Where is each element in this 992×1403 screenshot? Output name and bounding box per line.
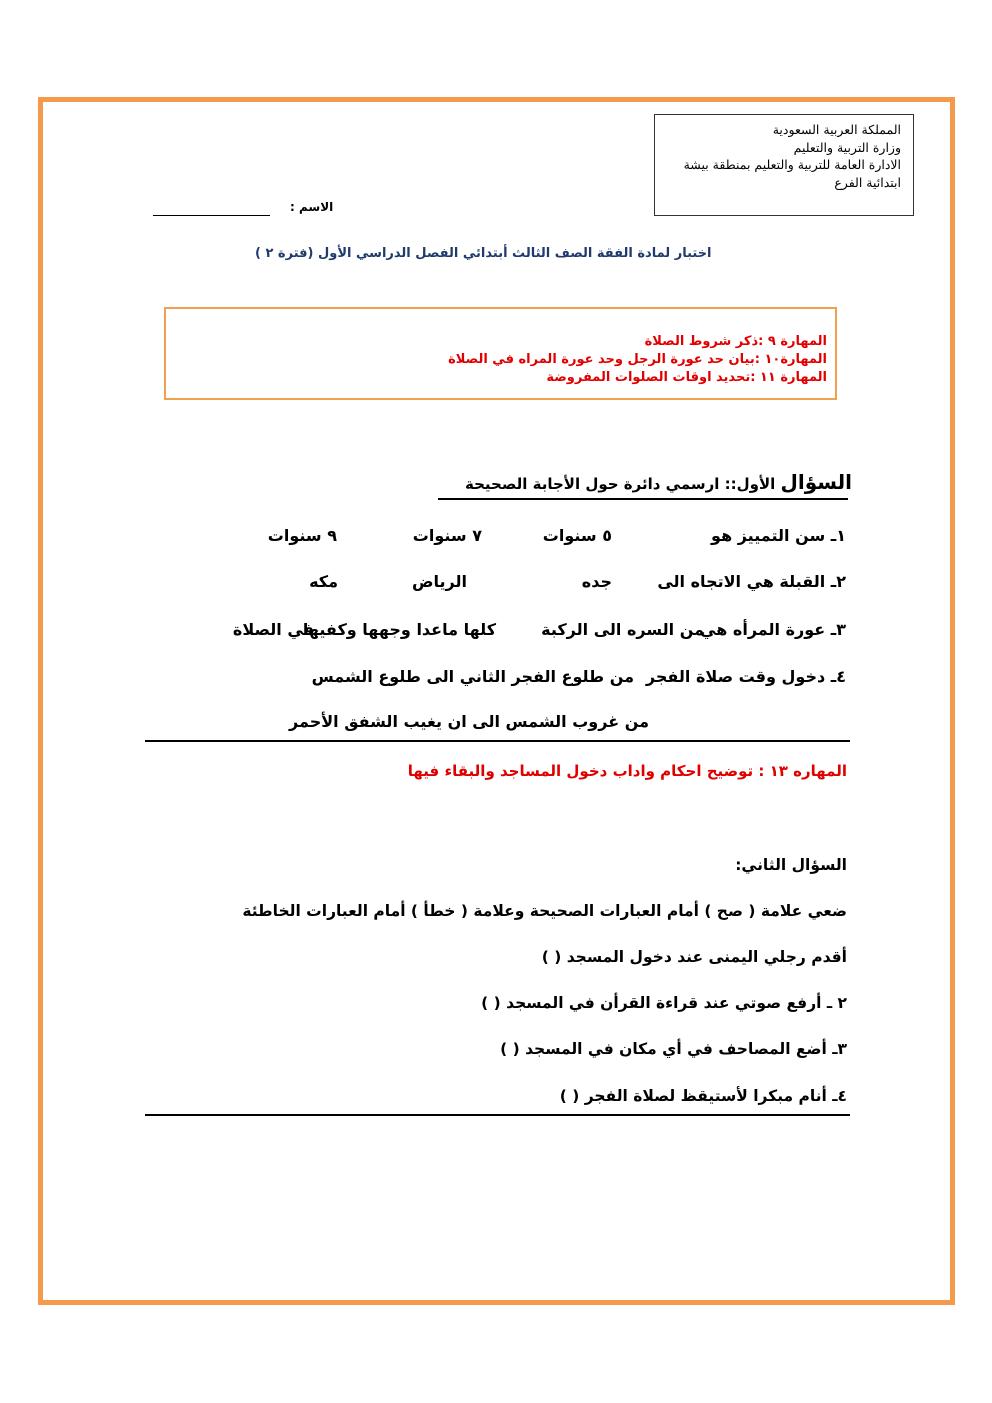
q1-item-3-option-1[interactable]: من السره الى الركبة xyxy=(541,620,704,639)
q1-item-2-option-3[interactable]: مكه xyxy=(309,572,338,591)
q1-item-2-option-1[interactable]: جده xyxy=(581,572,612,591)
q1-item-3-option-2[interactable]: كلها ماعدا وجهها وكفيها xyxy=(302,620,496,639)
header-line-ministry: وزارة التربية والتعليم xyxy=(793,139,901,155)
q1-item-2-stem: ٢ـ القبلة هي الاتجاه الى xyxy=(657,572,846,591)
q1-item-1-option-1[interactable]: ٥ سنوات xyxy=(542,526,612,545)
section-divider-2 xyxy=(145,1114,850,1116)
q1-item-4-stem: ٤ـ دخول وقت صلاة الفجر xyxy=(645,667,846,686)
q2-statement-1[interactable]: أقدم رجلي اليمنى عند دخول المسجد ( ) xyxy=(541,948,847,966)
question-2-title: السؤال الثاني: xyxy=(735,856,847,874)
question-1-underline xyxy=(438,498,848,500)
question-1-title-rest: الأول:: ارسمي دائرة حول الأجابة الصحيحة xyxy=(465,475,776,493)
q1-item-1-stem: ١ـ سن التمييز هو xyxy=(711,526,846,545)
q1-item-3-stem: ٣ـ عورة المرأه هي xyxy=(700,620,846,639)
q2-statement-3[interactable]: ٣ـ أضع المصاحف في أي مكان في المسجد ( ) xyxy=(500,1040,847,1058)
skill-13: المهاره ١٣ : توضيح احكام واداب دخول المساجد والبقاء فيها xyxy=(407,762,847,780)
skill-9: المهارة ٩ :ذكر شروط الصلاة xyxy=(644,334,827,349)
header-line-school: ابتدائية الفرع xyxy=(834,174,901,190)
q1-item-3-option-3[interactable]: في الصلاة xyxy=(232,620,314,639)
ministry-header-box xyxy=(654,114,914,216)
header-line-kingdom: المملكة العربية السعودية xyxy=(772,122,901,137)
q1-item-1-option-2[interactable]: ٧ سنوات xyxy=(412,526,482,545)
q1-item-1-option-3[interactable]: ٩ سنوات xyxy=(267,526,337,545)
question-2-instruction: ضعي علامة ( صح ) أمام العبارات الصحيحة وعلامة ( خطأ ) أمام العبارات الخاطئة xyxy=(242,902,847,920)
header-line-directorate: الادارة العامة للتربية والتعليم بمنطقة بيشة xyxy=(683,157,901,172)
q1-item-4-option-2[interactable]: من غروب الشمس الى ان يغيب الشفق الأحمر xyxy=(289,712,649,731)
exam-title: اختبار لمادة الفقة الصف الثالث أبتدائي الفصل الدراسي الأول (فترة ٢ ) xyxy=(255,246,712,261)
student-name-blank[interactable] xyxy=(153,215,270,216)
skill-10: المهارة١٠ :بيان حد عورة الرجل وحد عورة المراه في الصلاة xyxy=(448,352,827,367)
question-1-title-word: السؤال xyxy=(780,470,852,494)
student-name-label: الاسم : xyxy=(290,200,334,214)
page-border xyxy=(38,97,955,1305)
section-divider-1 xyxy=(145,740,850,742)
q2-statement-4[interactable]: ٤ـ أنام مبكرا لأستيقظ لصلاة الفجر ( ) xyxy=(559,1087,847,1105)
q1-item-2-option-2[interactable]: الرياض xyxy=(412,572,467,591)
question-1-title xyxy=(465,470,852,494)
q2-statement-2[interactable]: ٢ ـ أرفع صوتي عند قراءة القرأن في المسجد ( ) xyxy=(481,994,847,1012)
skills-box xyxy=(164,307,837,400)
q1-item-4-option-1[interactable]: من طلوع الفجر الثاني الى طلوع الشمس xyxy=(311,667,634,686)
skill-11: المهارة ١١ :تحديد اوقات الصلوات المفروضة xyxy=(546,370,827,385)
